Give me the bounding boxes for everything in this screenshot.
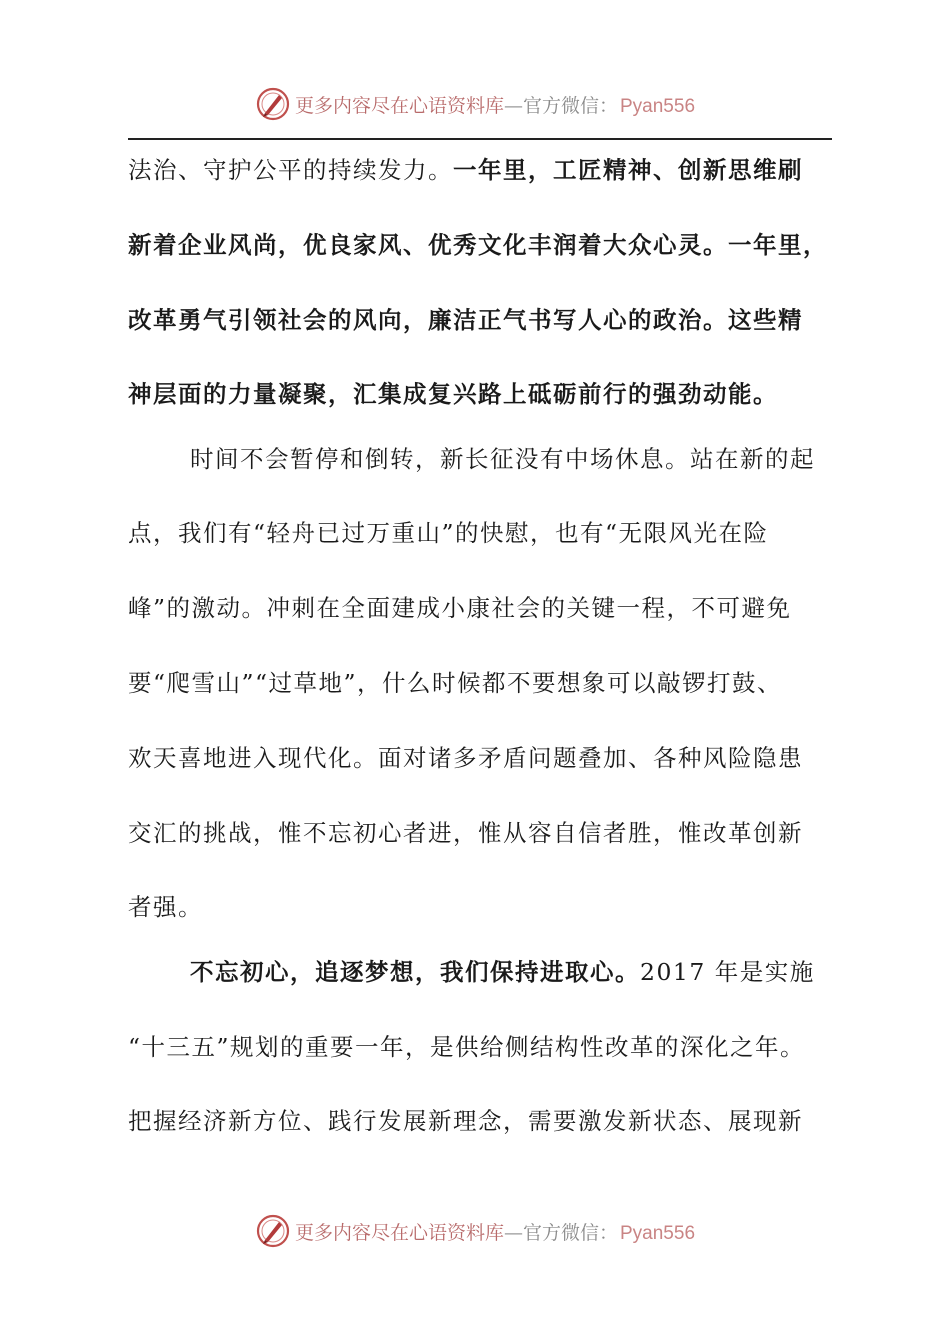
footer-banner-red: 更多内容尽在心语资料库	[294, 1221, 504, 1244]
header-banner-inner	[255, 86, 695, 122]
p2-line-7: 者强。	[128, 893, 203, 922]
footer-banner-dash: —	[503, 1221, 523, 1244]
pen-logo-icon	[255, 1213, 291, 1249]
p2-line-2: 点，我们有“轻舟已过万重山”的快慰，也有“无限风光在险	[128, 519, 769, 548]
p3-line-1-regular: 2017 年是实施	[640, 957, 815, 986]
p2-line-5: 欢天喜地进入现代化。面对诸多矛盾问题叠加、各种风险隐患	[128, 743, 803, 772]
p2-line-1: 时间不会暂停和倒转，新长征没有中场休息。站在新的起	[190, 444, 815, 473]
p1-line-1-bold: 一年里，工匠精神、创新思维刷	[453, 156, 803, 184]
footer-banner-inner	[255, 1213, 695, 1249]
footer-banner-wechat: Pyan556	[620, 1222, 696, 1244]
header-banner-red: 更多内容尽在心语资料库	[294, 94, 504, 117]
footer-banner-text	[295, 1218, 695, 1245]
p1-line-1-regular: 法治、守护公平的持续发力。	[128, 156, 453, 184]
p1-line-3: 改革勇气引领社会的风向，廉洁正气书写人心的政治。这些精	[128, 305, 803, 334]
p2-line-3: 峰”的激动。冲刺在全面建成小康社会的关键一程，不可避免	[128, 594, 792, 623]
p2-line-4: 要“爬雪山”“过草地”，什么时候都不要想象可以敲锣打鼓、	[128, 669, 783, 698]
p2-line-6: 交汇的挑战，惟不忘初心者进，惟从容自信者胜，惟改革创新	[128, 818, 803, 847]
p3-line-1-bold: 不忘初心，追逐梦想，我们保持进取心。	[190, 957, 640, 986]
p1-line-2: 新着企业风尚，优良家风、优秀文化丰润着大众心灵。一年里，	[128, 230, 828, 259]
document-body	[128, 145, 840, 1171]
header-divider	[128, 138, 832, 140]
header-banner-official: 官方微信：	[522, 94, 618, 117]
header-banner	[0, 84, 950, 124]
pen-logo-icon	[255, 86, 291, 122]
p1-line-1	[128, 145, 840, 195]
header-banner-dash: —	[503, 94, 523, 117]
p1-line-4: 神层面的力量凝聚，汇集成复兴路上砥砺前行的强劲动能。	[128, 380, 778, 409]
p3-line-1	[128, 947, 840, 997]
header-banner-text	[295, 91, 695, 118]
p3-line-3: 把握经济新方位、践行发展新理念，需要激发新状态、展现新	[128, 1107, 803, 1136]
header-banner-wechat: Pyan556	[620, 95, 696, 117]
footer-banner	[0, 1211, 950, 1251]
footer-banner-official: 官方微信：	[522, 1221, 618, 1244]
p3-line-2: “十三五”规划的重要一年，是供给侧结构性改革的深化之年。	[128, 1032, 806, 1061]
